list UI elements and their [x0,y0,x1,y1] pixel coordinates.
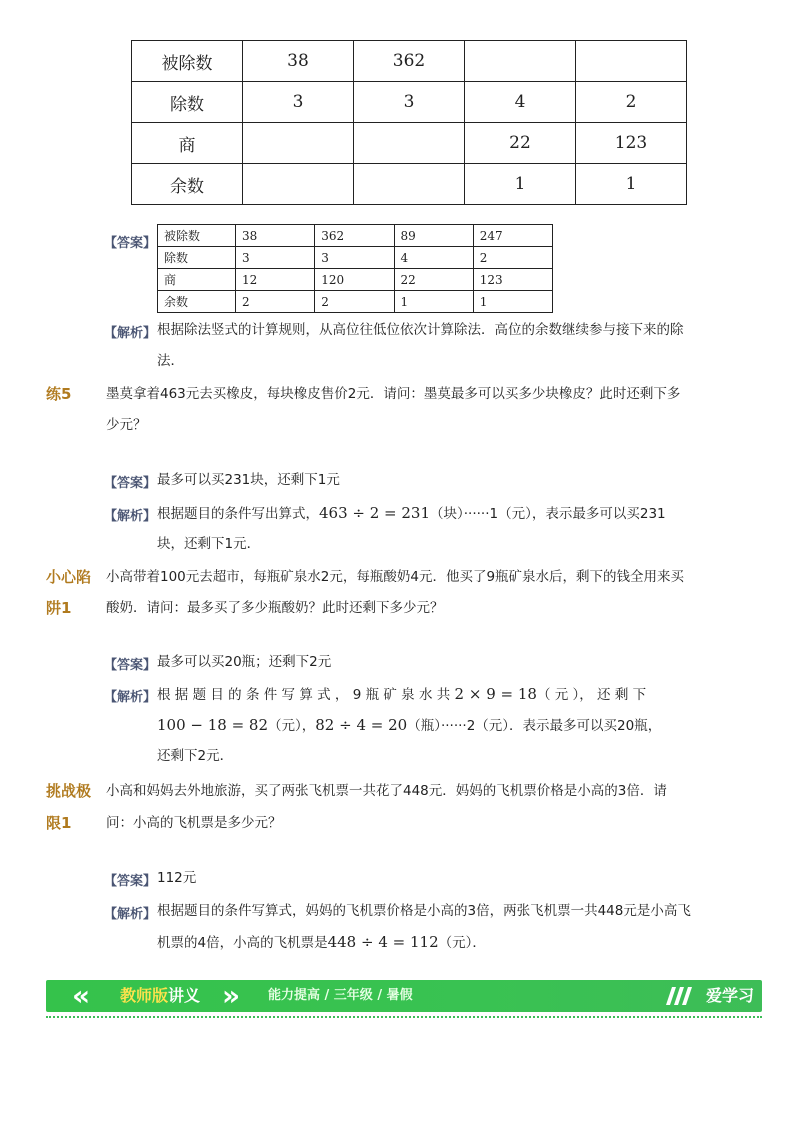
question-text-line2: 问：小高的飞机票是多少元？ [106,815,282,831]
analysis-text-line2: 法． [157,353,184,369]
question-table-cell: 22 [465,123,576,164]
answer-table-row-label: 商 [158,269,236,291]
answer-table-cell: 3 [236,247,315,269]
answer-text: 最多可以买231块，还剩下1元 [157,472,340,488]
answer-table-cell: 22 [394,269,473,291]
analysis-text-line1: 根据除法竖式的计算规则，从高位往低位依次计算除法．高位的余数继续参与接下来的除 [157,322,684,338]
answer-table-cell: 12 [236,269,315,291]
analysis-tag: 【解析】 [104,690,157,705]
answer-table-row [158,291,553,313]
question-table-row-label: 余数 [132,164,243,205]
answer-table-cell: 89 [394,225,473,247]
question-table-cell: 38 [243,41,354,82]
analysis-text-line3: 还剩下2元． [157,748,234,764]
footer-banner [46,980,762,1012]
question-table-cell [576,41,687,82]
question-table-row-label: 被除数 [132,41,243,82]
answer-table-row [158,247,553,269]
challenge-label-line2: 限1 [46,814,72,832]
question-table-cell: 1 [576,164,687,205]
math-expression: 463 ÷ 2 = 231 [319,504,431,522]
answer-table-cell: 2 [473,247,552,269]
question-table-cell [354,164,465,205]
math-expression: 82 ÷ 4 = 20 [315,716,408,734]
math-expression: 2 × 9 = 18 [454,685,537,703]
question-table-row-label: 商 [132,123,243,164]
answer-table-row [158,269,553,291]
answer-tag: 【答案】 [104,236,157,251]
answer-table-row-label: 除数 [158,247,236,269]
answer-table [157,224,553,313]
question-table-cell [243,164,354,205]
analysis-text-line1: 根据题目的条件写出算式，463 ÷ 2 = 231（块）······1（元），表示最多可以买231 [157,504,666,522]
footer-dotted-divider [46,1016,762,1018]
question-table-cell: 4 [465,82,576,123]
question-table-cell: 123 [576,123,687,164]
question-table-row-label: 除数 [132,82,243,123]
question-table-cell: 3 [243,82,354,123]
analysis-text-line2: 100 − 18 = 82（元），82 ÷ 4 = 20（瓶）······2（元）．表示最多可以买20瓶， [157,716,662,734]
analysis-tag: 【解析】 [104,326,157,341]
question-text-line1: 墨莫拿着463元去买橡皮，每块橡皮售价2元．请问：墨莫最多可以买多少块橡皮？此时还剩下多 [106,386,681,402]
answer-text: 最多可以买20瓶；还剩下2元 [157,654,332,670]
answer-table-cell: 2 [315,291,394,313]
analysis-text-line2: 机票的4倍，小高的飞机票是448 ÷ 4 = 112（元）． [157,933,486,951]
answer-table-cell: 247 [473,225,552,247]
question-table-row [132,82,687,123]
chevron-left-icon: « [72,979,91,1012]
question-table-cell [243,123,354,164]
question-table-row [132,41,687,82]
math-expression: 448 ÷ 4 = 112 [327,933,439,951]
question-text-line1: 小高带着100元去超市，每瓶矿泉水2元，每瓶酸奶4元．他买了9瓶矿泉水后，剩下的钱全用来买 [106,569,685,585]
answer-table-cell: 123 [473,269,552,291]
question-text-line2: 酸奶．请问：最多买了多少瓶酸奶？此时还剩下多少元？ [106,600,444,616]
answer-tag: 【答案】 [104,874,157,889]
question-table [131,40,687,205]
analysis-tag: 【解析】 [104,907,157,922]
question-table-row [132,123,687,164]
question-table-cell: 2 [576,82,687,123]
footer-title: 教师版讲义 [120,986,201,1005]
answer-table-cell: 3 [315,247,394,269]
question-text-line1: 小高和妈妈去外地旅游，买了两张飞机票一共花了448元．妈妈的飞机票价格是小高的3倍．请 [106,783,667,799]
answer-tag: 【答案】 [104,476,157,491]
trap-label-line1: 小心陷 [46,568,92,586]
answer-text: 112元 [157,870,197,886]
question-table-cell: 362 [354,41,465,82]
chevron-right-icon: » [222,979,241,1012]
footer-brand: 爱学习 [706,986,755,1005]
question-table-cell: 3 [354,82,465,123]
question-text-line2: 少元？ [106,417,147,433]
answer-table-cell: 1 [394,291,473,313]
answer-tag: 【答案】 [104,658,157,673]
answer-table-cell: 4 [394,247,473,269]
analysis-text-line2: 块，还剩下1元． [157,536,261,552]
answer-table-cell: 2 [236,291,315,313]
brand-logo-icon [664,985,700,1007]
math-expression: 100 − 18 = 82 [157,716,269,734]
footer-subtitle: 能力提高 / 三年级 / 暑假 [268,988,413,1003]
answer-table-row [158,225,553,247]
question-table-cell: 1 [465,164,576,205]
analysis-tag: 【解析】 [104,509,157,524]
analysis-text-line1: 根 据 题 目 的 条 件 写 算 式 ， 9 瓶 矿 泉 水 共 2 × 9 = 18（ 元 ）， 还 剩 下 [157,685,647,703]
answer-table-cell: 1 [473,291,552,313]
question-table-cell [354,123,465,164]
analysis-text-line1: 根据题目的条件写算式，妈妈的飞机票价格是小高的3倍，两张飞机票一共448元是小高飞 [157,903,691,919]
answer-table-cell: 362 [315,225,394,247]
answer-table-row-label: 余数 [158,291,236,313]
answer-table-cell: 120 [315,269,394,291]
answer-table-cell: 38 [236,225,315,247]
question-table-row [132,164,687,205]
answer-table-row-label: 被除数 [158,225,236,247]
trap-label-line2: 阱1 [46,599,72,617]
exercise-label: 练5 [46,385,72,403]
question-table-cell [465,41,576,82]
challenge-label-line1: 挑战极 [46,782,92,800]
